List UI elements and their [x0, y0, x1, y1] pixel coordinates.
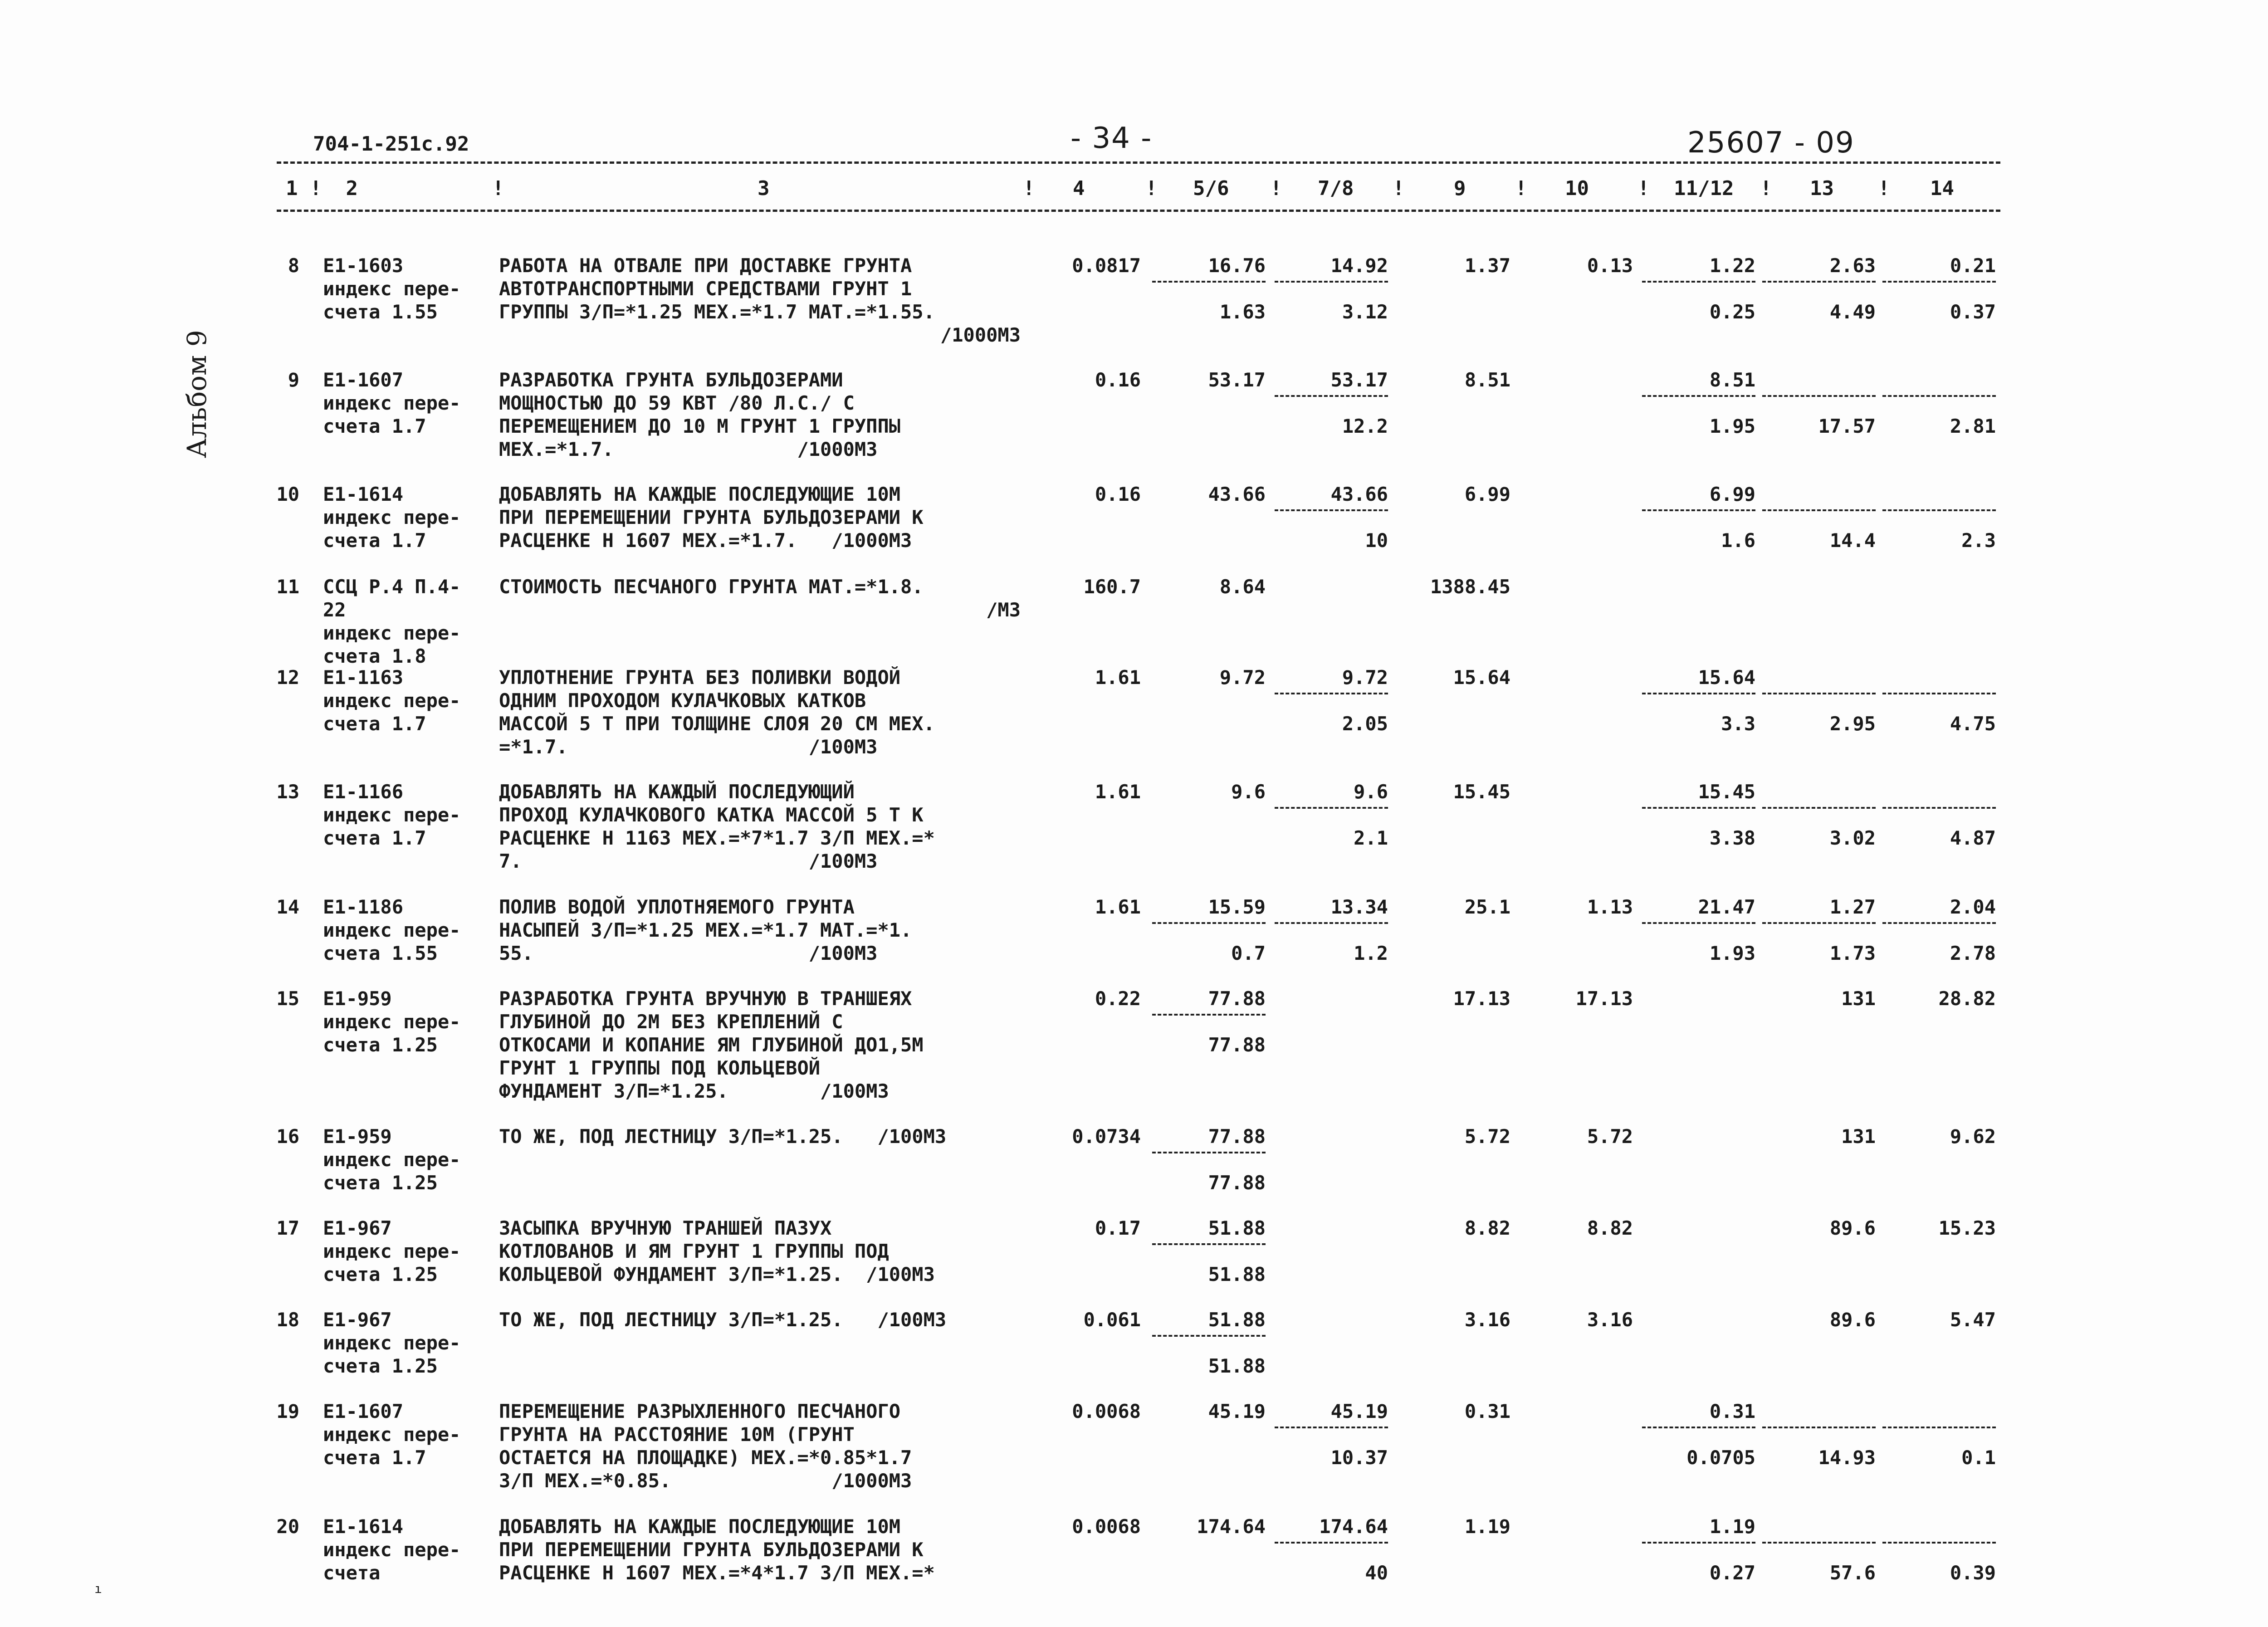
cell-divider [1275, 281, 1388, 283]
col-sep: ! [1270, 177, 1282, 200]
col-sep: ! [1878, 177, 1890, 200]
cell-c56: 77.88 [1208, 987, 1266, 1010]
work-description: ОТКОСАМИ И КОПАНИЕ ЯМ ГЛУБИНОЙ ДО1,5М [499, 1034, 924, 1056]
work-description: ЗАСЫПКА ВРУЧНУЮ ТРАНШЕЙ ПАЗУХ [499, 1217, 832, 1239]
rate-code: Е1-1166 [323, 781, 404, 803]
row-number: 11 [276, 576, 299, 598]
cell-c1112-lower: 0.0705 [1686, 1446, 1755, 1469]
conversion-index: индекс пере- [323, 1423, 461, 1446]
conversion-index: счета 1.7 [323, 1446, 426, 1469]
cell-c4: 0.0817 [1072, 254, 1141, 277]
work-description: ГРУППЫ З/П=*1.25 МЕХ.=*1.7 МАТ.=*1.55. [499, 301, 935, 323]
work-description: ПОЛИВ ВОДОЙ УПЛОТНЯЕМОГО ГРУНТА [499, 896, 855, 918]
cell-divider [1882, 1427, 1996, 1428]
row-number: 15 [276, 987, 299, 1010]
album-label: Альбом 9 [181, 330, 212, 458]
row-number: 8 [288, 254, 299, 277]
col-4: 4 [1073, 177, 1085, 200]
cell-c78: 14.92 [1330, 254, 1388, 277]
cell-c14-lower: 4.75 [1950, 713, 1996, 735]
cell-divider [1882, 807, 1996, 809]
cell-c56: 51.88 [1208, 1309, 1266, 1331]
cell-divider [1275, 509, 1388, 511]
cell-c4: 0.061 [1083, 1309, 1141, 1331]
work-description: ГРУНТА НА РАССТОЯНИЕ 10М (ГРУНТ [499, 1423, 855, 1446]
cell-c10: 3.16 [1587, 1309, 1633, 1331]
rate-code: Е1-1607 [323, 369, 404, 391]
cell-c78-lower: 2.1 [1354, 827, 1388, 849]
cell-c14-lower: 2.3 [1961, 529, 1996, 552]
cell-c1112: 1.22 [1709, 254, 1755, 277]
rate-code: Е1-959 [323, 987, 392, 1010]
cell-c1112-lower: 3.3 [1721, 713, 1755, 735]
cell-c78: 53.17 [1330, 369, 1388, 391]
conversion-index: счета 1.7 [323, 529, 426, 552]
cell-divider [1642, 1427, 1755, 1428]
cell-c4: 160.7 [1083, 576, 1141, 598]
work-description: УПЛОТНЕНИЕ ГРУНТА БЕЗ ПОЛИВКИ ВОДОЙ [499, 666, 901, 689]
cell-divider [1275, 807, 1388, 809]
col-13: 13 [1810, 177, 1834, 200]
work-description: РАСЦЕНКЕ Н 1163 МЕХ.=*7*1.7 З/П МЕХ.=* [499, 827, 935, 849]
cell-c13-lower: 17.57 [1818, 415, 1876, 437]
col-1-2: 1 ! 2 [286, 177, 358, 200]
cell-divider [1642, 509, 1755, 511]
cell-c1112: 15.64 [1698, 666, 1755, 689]
cell-divider [1762, 509, 1876, 511]
conversion-index: счета 1.8 [323, 645, 426, 667]
conversion-index: счета 1.7 [323, 415, 426, 437]
cell-divider [1642, 281, 1755, 283]
cell-c10: 0.13 [1587, 254, 1633, 277]
cell-c13: 131 [1841, 987, 1876, 1010]
cell-c13: 131 [1841, 1125, 1876, 1148]
cell-c13-lower: 14.4 [1829, 529, 1876, 552]
conversion-index: индекс пере- [323, 1148, 461, 1171]
cell-c56: 43.66 [1208, 483, 1266, 505]
cell-divider [1275, 1427, 1388, 1428]
cell-c56: 9.72 [1219, 666, 1266, 689]
conversion-index: 22 [323, 599, 346, 621]
row-number: 19 [276, 1400, 299, 1422]
conversion-index: счета 1.7 [323, 713, 426, 735]
cell-c1112: 21.47 [1698, 896, 1755, 918]
cell-c4: 0.0068 [1072, 1400, 1141, 1422]
conversion-index: индекс пере- [323, 1539, 461, 1561]
cell-c78-lower: 40 [1365, 1562, 1388, 1584]
work-description: ГЛУБИНОЙ ДО 2М БЕЗ КРЕПЛЕНИЙ С [499, 1011, 843, 1033]
cell-c4: 1.61 [1095, 666, 1141, 689]
cell-c56: 45.19 [1208, 1400, 1266, 1422]
cell-divider [1275, 395, 1388, 397]
work-description: КОЛЬЦЕВОЙ ФУНДАМЕНТ З/П=*1.25. /100М3 [499, 1263, 935, 1285]
col-sep: ! [492, 177, 504, 200]
work-description: ДОБАВЛЯТЬ НА КАЖДЫЕ ПОСЛЕДУЮЩИЕ 10М [499, 1515, 901, 1538]
rate-code: Е1-1607 [323, 1400, 404, 1422]
cell-c9: 0.31 [1464, 1400, 1510, 1422]
col-11-12: 11/12 [1674, 177, 1734, 200]
cell-divider [1275, 922, 1388, 924]
col-3: 3 [758, 177, 770, 200]
conversion-index: индекс пере- [323, 1011, 461, 1033]
col-sep: ! [1515, 177, 1527, 200]
work-description: СТОИМОСТЬ ПЕСЧАНОГО ГРУНТА МАТ.=*1.8. [499, 576, 924, 598]
cell-divider [1152, 1152, 1266, 1153]
cell-divider [1762, 1542, 1876, 1544]
cell-c78: 43.66 [1330, 483, 1388, 505]
cell-c56: 8.64 [1219, 576, 1266, 598]
cell-c9: 1388.45 [1430, 576, 1510, 598]
cell-c14: 15.23 [1938, 1217, 1996, 1239]
cell-c9: 5.72 [1464, 1125, 1510, 1148]
cell-divider [1642, 693, 1755, 694]
cell-divider [1152, 1014, 1266, 1016]
cell-c10: 1.13 [1587, 896, 1633, 918]
cell-divider [1762, 395, 1876, 397]
work-description: ТО ЖЕ, ПОД ЛЕСТНИЦУ З/П=*1.25. /100М3 [499, 1309, 947, 1331]
cell-c78-lower: 10.37 [1330, 1446, 1388, 1469]
rate-code: Е1-959 [323, 1125, 392, 1148]
cell-c14: 5.47 [1950, 1309, 1996, 1331]
work-description: АВТОТРАНСПОРТНЫМИ СРЕДСТВАМИ ГРУНТ 1 [499, 278, 912, 300]
work-description: ПЕРЕМЕЩЕНИЕ РАЗРЫХЛЕННОГО ПЕСЧАНОГО [499, 1400, 901, 1422]
cell-c10: 17.13 [1575, 987, 1633, 1010]
cell-c14: 2.04 [1950, 896, 1996, 918]
work-description: ПРОХОД КУЛАЧКОВОГО КАТКА МАССОЙ 5 Т К [499, 804, 924, 826]
cell-c78-lower: 1.2 [1354, 942, 1388, 964]
cell-c4: 0.16 [1095, 369, 1141, 391]
cell-c56-lower: 51.88 [1208, 1355, 1266, 1377]
conversion-index: индекс пере- [323, 689, 461, 712]
work-description: =*1.7. /100М3 [499, 736, 878, 758]
cell-c4: 0.0734 [1072, 1125, 1141, 1148]
rate-code: Е1-1614 [323, 483, 404, 505]
cell-c56: 77.88 [1208, 1125, 1266, 1148]
cell-c10: 5.72 [1587, 1125, 1633, 1148]
cell-c56-lower: 0.7 [1231, 942, 1266, 964]
col-sep: ! [1393, 177, 1405, 200]
cell-c1112-lower: 1.93 [1709, 942, 1755, 964]
cell-c78: 174.64 [1319, 1515, 1388, 1538]
cell-c1112-lower: 3.38 [1709, 827, 1755, 849]
row-number: 9 [288, 369, 299, 391]
cell-c9: 8.51 [1464, 369, 1510, 391]
conversion-index: индекс пере- [323, 804, 461, 826]
cell-c14-lower: 4.87 [1950, 827, 1996, 849]
cell-c1112-lower: 1.6 [1721, 529, 1755, 552]
cell-c1112: 15.45 [1698, 781, 1755, 803]
cell-divider [1152, 1243, 1266, 1245]
conversion-index: индекс пере- [323, 392, 461, 414]
work-description: 7. /100М3 [499, 850, 878, 872]
cell-divider [1882, 281, 1996, 283]
work-description: /1000М3 [940, 324, 1021, 346]
cell-divider [1762, 1427, 1876, 1428]
cell-c56: 174.64 [1197, 1515, 1266, 1538]
cell-divider [1642, 922, 1755, 924]
cell-c56: 16.76 [1208, 254, 1266, 277]
rate-code: Е1-1186 [323, 896, 404, 918]
cell-c78: 9.6 [1354, 781, 1388, 803]
cell-divider [1762, 922, 1876, 924]
work-description: РАЗРАБОТКА ГРУНТА ВРУЧНУЮ В ТРАНШЕЯХ [499, 987, 912, 1010]
cell-c14-lower: 0.37 [1950, 301, 1996, 323]
rate-code: Е1-1614 [323, 1515, 404, 1538]
cell-c14-lower: 2.81 [1950, 415, 1996, 437]
header-rule-top [277, 161, 2000, 164]
cell-divider [1882, 509, 1996, 511]
conversion-index: индекс пере- [323, 1240, 461, 1262]
work-description: КОТЛОВАНОВ И ЯМ ГРУНТ 1 ГРУППЫ ПОД [499, 1240, 889, 1262]
cell-c13: 89.6 [1829, 1309, 1876, 1331]
conversion-index: счета 1.25 [323, 1172, 438, 1194]
cell-divider [1882, 1542, 1996, 1544]
cell-c56-lower: 77.88 [1208, 1034, 1266, 1056]
col-7-8: 7/8 [1318, 177, 1354, 200]
conversion-index: индекс пере- [323, 278, 461, 300]
cell-divider [1642, 807, 1755, 809]
cell-c14-lower: 0.1 [1961, 1446, 1996, 1469]
cell-c13-lower: 14.93 [1818, 1446, 1876, 1469]
conversion-index: счета [323, 1562, 381, 1584]
work-description: ПЕРЕМЕЩЕНИЕМ ДО 10 М ГРУНТ 1 ГРУППЫ [499, 415, 901, 437]
cell-c1112-lower: 0.25 [1709, 301, 1755, 323]
work-description: ТО ЖЕ, ПОД ЛЕСТНИЦУ З/П=*1.25. /100М3 [499, 1125, 947, 1148]
col-sep: ! [1145, 177, 1158, 200]
work-description: МЕХ.=*1.7. /1000М3 [499, 438, 878, 460]
conversion-index: индекс пере- [323, 506, 461, 528]
cell-c14: 28.82 [1938, 987, 1996, 1010]
cell-divider [1152, 1335, 1266, 1337]
cell-c13-lower: 3.02 [1829, 827, 1876, 849]
cell-c4: 0.22 [1095, 987, 1141, 1010]
cell-c13-lower: 57.6 [1829, 1562, 1876, 1584]
cell-c14-lower: 2.78 [1950, 942, 1996, 964]
row-number: 17 [276, 1217, 299, 1239]
cell-divider [1882, 922, 1996, 924]
cell-c9: 15.64 [1453, 666, 1510, 689]
work-description: ПРИ ПЕРЕМЕЩЕНИИ ГРУНТА БУЛЬДОЗЕРАМИ К [499, 1539, 924, 1561]
work-description: З/П МЕХ.=*0.85. /1000М3 [499, 1470, 912, 1492]
cell-c14: 9.62 [1950, 1125, 1996, 1148]
col-sep: ! [1760, 177, 1772, 200]
cell-c78-lower: 12.2 [1342, 415, 1388, 437]
cell-c78-lower: 3.12 [1342, 301, 1388, 323]
conversion-index: счета 1.25 [323, 1034, 438, 1056]
work-description: РАБОТА НА ОТВАЛЕ ПРИ ДОСТАВКЕ ГРУНТА [499, 254, 912, 277]
cell-c78-lower: 2.05 [1342, 713, 1388, 735]
cell-c1112: 0.31 [1709, 1400, 1755, 1422]
conversion-index: индекс пере- [323, 919, 461, 941]
cell-c10: 8.82 [1587, 1217, 1633, 1239]
work-description: ГРУНТ 1 ГРУППЫ ПОД КОЛЬЦЕВОЙ [499, 1057, 821, 1079]
document-code: 704-1-251с.92 [313, 132, 469, 156]
cell-c13: 2.63 [1829, 254, 1876, 277]
rate-code: Е1-1163 [323, 666, 404, 689]
cell-c9: 1.37 [1464, 254, 1510, 277]
conversion-index: счета 1.25 [323, 1355, 438, 1377]
row-number: 12 [276, 666, 299, 689]
cell-c13-lower: 1.73 [1829, 942, 1876, 964]
cell-c9: 8.82 [1464, 1217, 1510, 1239]
cell-c4: 0.16 [1095, 483, 1141, 505]
cell-c13-lower: 2.95 [1829, 713, 1876, 735]
col-5-6: 5/6 [1193, 177, 1229, 200]
cell-c9: 25.1 [1464, 896, 1510, 918]
cell-c78-lower: 10 [1365, 529, 1388, 552]
work-description: ОСТАЕТСЯ НА ПЛОЩАДКЕ) МЕХ.=*0.85*1.7 [499, 1446, 912, 1469]
work-description: РАЗРАБОТКА ГРУНТА БУЛЬДОЗЕРАМИ [499, 369, 843, 391]
row-number: 20 [276, 1515, 299, 1538]
cell-c78: 9.72 [1342, 666, 1388, 689]
cell-c1112-lower: 0.27 [1709, 1562, 1755, 1584]
cell-c78: 45.19 [1330, 1400, 1388, 1422]
conversion-index: счета 1.55 [323, 942, 438, 964]
conversion-index: индекс пере- [323, 622, 461, 644]
cell-divider [1762, 281, 1876, 283]
work-description: МАССОЙ 5 Т ПРИ ТОЛЩИНЕ СЛОЯ 20 СМ МЕХ. [499, 713, 935, 735]
cell-c4: 0.17 [1095, 1217, 1141, 1239]
cell-c56: 51.88 [1208, 1217, 1266, 1239]
cell-divider [1762, 693, 1876, 694]
col-10: 10 [1565, 177, 1589, 200]
cell-c56-lower: 1.63 [1219, 301, 1266, 323]
cell-divider [1882, 395, 1996, 397]
col-sep: ! [1023, 177, 1035, 200]
work-description: /М3 [986, 599, 1021, 621]
conversion-index: счета 1.55 [323, 301, 438, 323]
rate-code: Е1-1603 [323, 254, 404, 277]
cell-divider [1642, 1542, 1755, 1544]
cell-c1112: 8.51 [1709, 369, 1755, 391]
header-rule-bottom [277, 210, 2000, 212]
cell-divider [1275, 693, 1388, 694]
row-number: 16 [276, 1125, 299, 1148]
cell-c56: 53.17 [1208, 369, 1266, 391]
cell-divider [1642, 395, 1755, 397]
work-description: ФУНДАМЕНТ З/П=*1.25. /100М3 [499, 1080, 889, 1102]
cell-c9: 6.99 [1464, 483, 1510, 505]
page-number: - 34 - [1070, 122, 1153, 155]
cell-divider [1275, 1542, 1388, 1544]
work-description: МОЩНОСТЬЮ ДО 59 КВТ /80 Л.С./ С [499, 392, 855, 414]
col-9: 9 [1454, 177, 1466, 200]
rate-code: Е1-967 [323, 1309, 392, 1331]
work-description: ДОБАВЛЯТЬ НА КАЖДЫЙ ПОСЛЕДУЮЩИЙ [499, 781, 855, 803]
col-sep: ! [1637, 177, 1650, 200]
cell-divider [1762, 807, 1876, 809]
work-description: НАСЫПЕЙ З/П=*1.25 МЕХ.=*1.7 МАТ.=*1. [499, 919, 912, 941]
cell-c1112: 6.99 [1709, 483, 1755, 505]
cell-divider [1152, 281, 1266, 283]
cell-c1112: 1.19 [1709, 1515, 1755, 1538]
cell-c9: 17.13 [1453, 987, 1510, 1010]
conversion-index: счета 1.7 [323, 827, 426, 849]
cell-c4: 1.61 [1095, 781, 1141, 803]
cell-c13: 1.27 [1829, 896, 1876, 918]
row-number: 10 [276, 483, 299, 505]
work-description: ОДНИМ ПРОХОДОМ КУЛАЧКОВЫХ КАТКОВ [499, 689, 866, 712]
row-number: 13 [276, 781, 299, 803]
cell-c56: 15.59 [1208, 896, 1266, 918]
rate-code: Е1-967 [323, 1217, 392, 1239]
cell-c14: 0.21 [1950, 254, 1996, 277]
cell-c13-lower: 4.49 [1829, 301, 1876, 323]
cell-c1112-lower: 1.95 [1709, 415, 1755, 437]
work-description: ПРИ ПЕРЕМЕЩЕНИИ ГРУНТА БУЛЬДОЗЕРАМИ К [499, 506, 924, 528]
col-14: 14 [1930, 177, 1954, 200]
conversion-index: счета 1.25 [323, 1263, 438, 1285]
work-description: ДОБАВЛЯТЬ НА КАЖДЫЕ ПОСЛЕДУЮЩИЕ 10М [499, 483, 901, 505]
cell-c56: 9.6 [1231, 781, 1266, 803]
cell-c14-lower: 0.39 [1950, 1562, 1996, 1584]
cell-divider [1882, 693, 1996, 694]
scan-mark: ı [94, 1581, 102, 1596]
cell-c9: 15.45 [1453, 781, 1510, 803]
cell-c78: 13.34 [1330, 896, 1388, 918]
cell-c4: 0.0068 [1072, 1515, 1141, 1538]
cell-c9: 1.19 [1464, 1515, 1510, 1538]
rate-code: ССЦ Р.4 П.4- [323, 576, 461, 598]
cell-c4: 1.61 [1095, 896, 1141, 918]
row-number: 14 [276, 896, 299, 918]
work-description: РАСЦЕНКЕ Н 1607 МЕХ.=*1.7. /1000М3 [499, 529, 912, 552]
row-number: 18 [276, 1309, 299, 1331]
cell-divider [1152, 922, 1266, 924]
cell-c9: 3.16 [1464, 1309, 1510, 1331]
cell-c56-lower: 77.88 [1208, 1172, 1266, 1194]
work-description: 55. /100М3 [499, 942, 878, 964]
conversion-index: индекс пере- [323, 1332, 461, 1354]
cell-c56-lower: 51.88 [1208, 1263, 1266, 1285]
document-number: 25607 - 09 [1687, 126, 1855, 160]
work-description: РАСЦЕНКЕ Н 1607 МЕХ.=*4*1.7 З/П МЕХ.=* [499, 1562, 935, 1584]
cell-c13: 89.6 [1829, 1217, 1876, 1239]
